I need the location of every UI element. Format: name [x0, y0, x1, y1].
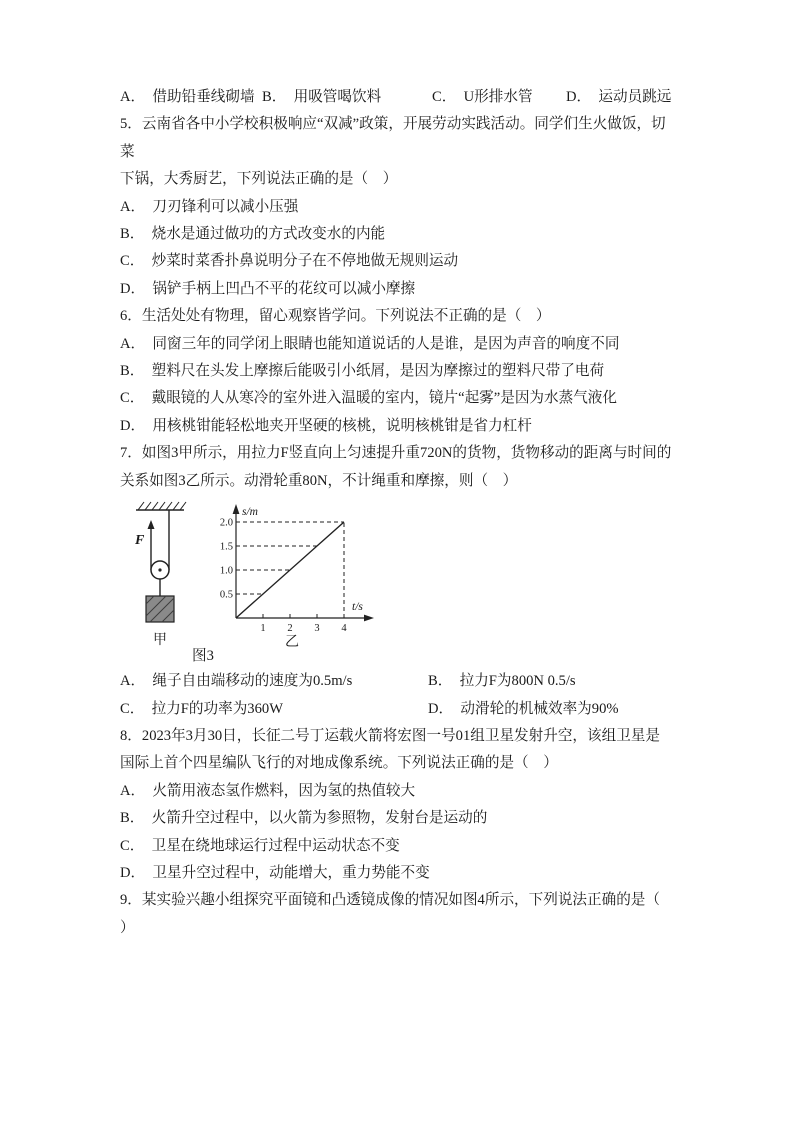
y-axis-arrow-icon: [233, 504, 240, 514]
q6-option-d: D． 用核桃钳能轻松地夹开坚硬的核桃，说明核桃钳是省力杠杆: [120, 417, 532, 434]
q7-options-row: [120, 668, 678, 723]
q9-stem-line2: ）: [120, 919, 135, 936]
x-tick-2: 2: [287, 623, 293, 635]
q7-option-c: C． 拉力F的功率为360W: [120, 700, 283, 717]
q7-option-b: B． 拉力F为800N 0.5/s: [428, 673, 576, 690]
q7-stem-line1: 7．如图3甲所示，用拉力F竖直向上匀速提升重720N的货物，货物移动的距离与时间的: [120, 445, 672, 462]
pulley-axle-dot: [158, 568, 161, 571]
q9-stem-line1: 9．某实验兴趣小组探究平面镜和凸透镜成像的情况如图4所示，下列说法正确的是（: [120, 892, 660, 909]
q7-option-a: A． 绳子自由端移动的速度为0.5m/s: [120, 673, 353, 690]
q6-stem: 6．生活处处有物理，留心观察皆学问。下列说法不正确的是（ ）: [120, 308, 551, 325]
force-arrow-icon: [148, 520, 155, 529]
q8-option-d: D． 卫星升空过程中，动能增大，重力势能不变: [120, 864, 430, 881]
y-tick-1-0: 1.0: [219, 565, 233, 577]
ceiling-hatch: [138, 502, 186, 510]
x-tick-1: 1: [260, 623, 266, 635]
figure-3-caption: 图3: [192, 648, 214, 665]
q5-option-c: C． 炒菜时菜香扑鼻说明分子在不停地做无规则运动: [120, 253, 459, 270]
q6-option-b: B． 塑料尺在头发上摩擦后能吸引小纸屑，是因为摩擦过的塑料尺带了电荷: [120, 363, 605, 380]
q5-stem-line1: 5．云南省各中小学校积极响应“双减”政策，开展劳动实践活动。同学们生火做饭，切菜: [120, 116, 666, 160]
q8-stem-line2: 国际上首个四星编队飞行的对地成像系统。下列说法正确的是（ ）: [120, 755, 558, 772]
q8-option-a: A． 火箭用液态氢作燃料，因为氢的热值较大: [120, 782, 416, 799]
y-axis-label: s/m: [242, 506, 258, 519]
pulley-sublabel: 甲: [153, 633, 167, 649]
q4-options-row: [120, 84, 678, 111]
q4-option-b: B． 用吸管喝饮料: [262, 89, 382, 105]
q5-option-a: A． 刀刃锋利可以减小压强: [120, 198, 299, 215]
x-tick-3: 3: [314, 623, 320, 635]
q7-stem-line2: 关系如图3乙所示。动滑轮重80N，不计绳重和摩擦，则（ ）: [120, 472, 518, 489]
figure-3: [128, 498, 678, 666]
q8-option-c: C． 卫星在绕地球运行过程中运动状态不变: [120, 837, 400, 854]
x-axis-label: t/s: [352, 601, 363, 614]
figure-3-row: [128, 498, 678, 648]
q6-option-a: A． 同窗三年的同学闭上眼睛也能知道说话的人是谁，是因为声音的响度不同: [120, 335, 620, 352]
y-tick-1-5: 1.5: [219, 541, 233, 553]
q5-option-b: B． 烧水是通过做功的方式改变水的内能: [120, 226, 386, 243]
x-axis-arrow-icon: [364, 615, 374, 622]
q5-stem-line2: 下锅，大秀厨艺，下列说法正确的是（ ）: [120, 171, 398, 188]
q4-option-c: C． U形排水管: [432, 89, 533, 105]
q7-option-d: D． 动滑轮的机械效率为90%: [428, 700, 619, 717]
q6-option-c: C． 戴眼镜的人从寒冷的室外进入温暖的室内，镜片“起雾”是因为水蒸气液化: [120, 390, 617, 407]
x-tick-4: 4: [341, 623, 347, 635]
force-label: F: [135, 533, 145, 549]
q4-option-d: D． 运动员跳远: [566, 89, 672, 105]
y-tick-0-5: 0.5: [219, 589, 233, 601]
q8-option-b: B． 火箭升空过程中，以火箭为参照物，发射台是运动的: [120, 810, 488, 827]
q5-option-d: D． 锅铲手柄上凹凸不平的花纹可以减小摩擦: [120, 280, 416, 297]
pulley-diagram: [128, 498, 192, 648]
y-tick-2-0: 2.0: [219, 517, 233, 529]
q4-option-a: A． 借助铅垂线砌墙: [120, 89, 255, 105]
graph-sublabel: 乙: [285, 635, 299, 649]
distance-time-graph: [206, 498, 381, 648]
q8-stem-line1: 8．2023年3月30日，长征二号丁运载火箭将宏图一号01组卫星发射升空，该组卫星是: [120, 727, 660, 744]
